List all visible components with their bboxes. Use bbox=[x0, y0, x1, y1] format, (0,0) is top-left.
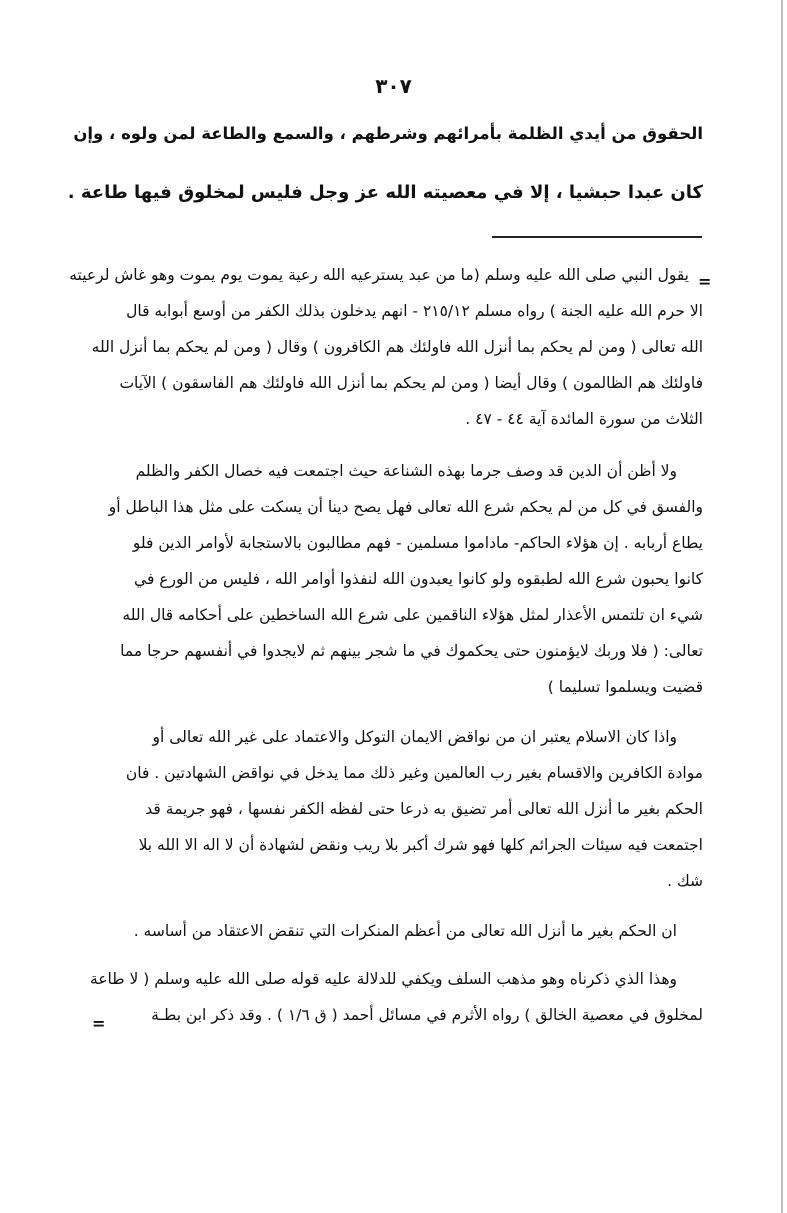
page-number: ٣٠٧ bbox=[375, 74, 412, 98]
main-text-line-2: كان عبدا حبشيا ، إلا في معصيته الله عز وجل فليس لمخلوق فيها طاعة . bbox=[67, 182, 703, 203]
footnote-line: الله تعالى ( ومن لم يحكم بما أنزل الله فاولئك هم الكافرون ) وقال ( ومن لم يحكم بما أنزل الله bbox=[91, 338, 703, 356]
footnote-line: شك . bbox=[667, 872, 703, 890]
footnote-line: يطاع أربابه . إن هؤلاء الحاكم- ماداموا مسلمين - فهم مطالبون بالاستجابة لأوامر الدين فلو bbox=[132, 534, 703, 552]
footnote-line: ان الحكم بغير ما أنزل الله تعالى من أعظم المنكرات التي تنقض الاعتقاد من أساسه . bbox=[133, 922, 677, 940]
footnote-line: كانوا يحبون شرع الله لطبقوه ولو كانوا يعبدون الله لنفذوا أوامر الله ، فليس من الورع في bbox=[134, 570, 703, 588]
footnote-line: قضيت ويسلموا تسليما ) bbox=[547, 678, 703, 696]
footnote-line: واذا كان الاسلام يعتبر ان من نواقض الايمان التوكل والاعتماد على غير الله تعالى أو bbox=[152, 728, 677, 746]
footnote-line: والفسق في كل من لم يحكم شرع الله تعالى فهل يصح دينا أن يسكت على مثل هذا الباطل أو bbox=[108, 498, 703, 516]
footnote-marker: = bbox=[698, 272, 712, 291]
footnote-line: ولا أظن أن الدين قد وصف جرما بهذه الشناعة حيث اجتمعت فيه خصال الكفر والظلم bbox=[135, 462, 677, 480]
footnote-separator bbox=[492, 236, 702, 238]
footnote-line: اجتمعت فيه سيئات الجرائم كلها فهو شرك أكبر بلا ريب ونقض لشهادة أن لا اله الا الله بلا bbox=[138, 836, 703, 854]
footnote-line: لمخلوق في معصية الخالق ) رواه الأثرم في مسائل أحمد ( ق ١/٦ ) . وقد ذكر ابن بطـة bbox=[151, 1006, 703, 1024]
footnote-line: وهذا الذي ذكرناه وهو مذهب السلف ويكفي للدلالة عليه قوله صلى الله عليه وسلم ( لا طاعة bbox=[89, 970, 677, 988]
footnote-line: فاولئك هم الظالمون ) وقال أيضا ( ومن لم يحكم بما أنزل الله فاولئك هم الفاسقون ) الآيات bbox=[119, 374, 703, 392]
footnote-line: الا حرم الله عليه الجنة ) رواه مسلم ٢١٥/١٢ - انهم يدخلون بذلك الكفر من أوسع أبوابه قال bbox=[126, 302, 703, 320]
page-edge-shadow bbox=[781, 0, 783, 1213]
footnote-line: يقول النبي صلى الله عليه وسلم (ما من عبد يسترعيه الله رعية يموت يوم يموت وهو غاش لرعيته bbox=[69, 266, 689, 284]
footnote-line: شيء ان تلتمس الأعذار لمثل هؤلاء الناقمين على شرع الله الساخطين على أحكامه قال الله bbox=[122, 606, 703, 624]
continuation-marker: = bbox=[92, 1014, 106, 1033]
footnote-line: الحكم بغير ما أنزل الله تعالى أمر تضيق به ذرعا حتى لفظه الكفر نفسها ، فهو جريمة قد bbox=[145, 800, 703, 818]
footnote-line: موادة الكافرين والاقسام بغير رب العالمين وغير ذلك مما يدخل في نواقض الشهادتين . فان bbox=[125, 764, 703, 782]
footnote-line: الثلاث من سورة المائدة آية ٤٤ - ٤٧ . bbox=[465, 410, 703, 428]
footnote-line: تعالى: ( فلا وربك لايؤمنون حتى يحكموك في ما شجر بينهم ثم لايجدوا في أنفسهم حرجا مما bbox=[120, 642, 703, 660]
main-text-line-1: الحقوق من أيدي الظلمة بأمرائهم وشرطهم ، والسمع والطاعة لمن ولوه ، وإن bbox=[73, 124, 703, 143]
